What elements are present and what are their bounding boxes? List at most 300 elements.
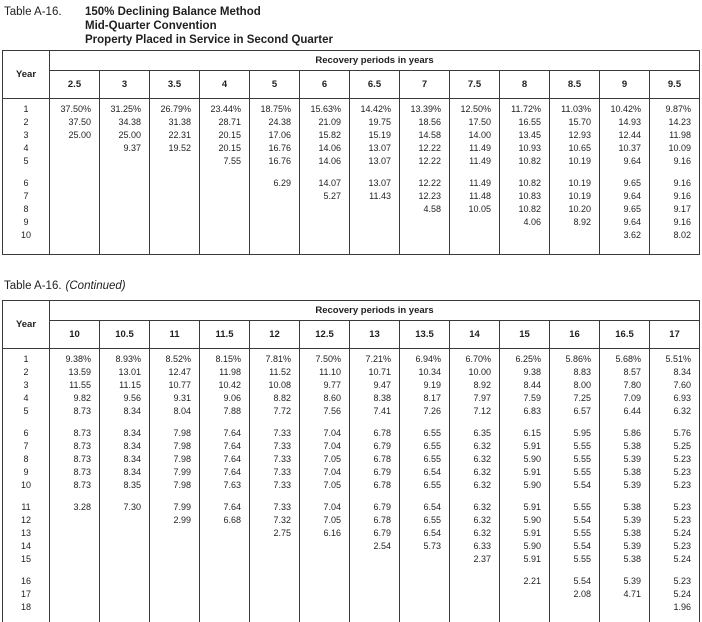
spacer-cell [200,492,250,501]
table1-label: Table A-16. [4,6,62,18]
value-cell: 16.76 [250,155,300,168]
value-cell: 2.37 [450,553,500,566]
value-cell [450,601,500,614]
spacer-cell [300,418,350,427]
value-cell: 10.42 [200,379,250,392]
value-cell: 5.23 [650,540,700,553]
table2-label: Table A-16. [4,280,62,292]
value-cell: 8.44 [500,379,550,392]
spacer-cell [300,492,350,501]
value-cell: 6.32 [650,405,700,418]
value-cell: 8.92 [550,216,600,229]
value-cell: 7.50% [300,353,350,366]
value-cell [100,601,150,614]
value-cell: 34.38 [100,116,150,129]
value-cell [400,601,450,614]
table-row [3,527,700,540]
value-cell: 14.42% [350,103,400,116]
value-cell: 9.87% [650,103,700,116]
value-cell: 5.23 [650,501,700,514]
value-cell: 19.75 [350,116,400,129]
table1-title-line-3: Property Placed in Service in Second Quarter [85,34,333,46]
value-cell: 10.34 [400,366,450,379]
value-cell [300,601,350,614]
spacer-row [3,418,700,427]
value-cell [150,155,200,168]
year-cell: 9 [3,216,50,229]
value-cell: 7.09 [600,392,650,405]
year-cell: 11 [3,501,50,514]
value-cell: 8.00 [550,379,600,392]
value-cell: 21.09 [300,116,350,129]
value-cell: 14.93 [600,116,650,129]
value-cell: 37.50 [50,116,100,129]
value-cell: 9.65 [600,177,650,190]
value-cell: 10.93 [500,142,550,155]
table-row [3,142,700,155]
value-cell: 7.33 [250,501,300,514]
spacer-cell [600,168,650,177]
value-cell: 12.23 [400,190,450,203]
value-cell: 5.54 [550,479,600,492]
value-cell: 5.24 [650,527,700,540]
value-cell: 9.38 [500,366,550,379]
table-row [3,116,700,129]
value-cell: 26.79% [150,103,200,116]
value-cell [50,575,100,588]
value-cell: 8.34 [100,427,150,440]
value-cell: 2.54 [350,540,400,553]
spacer-cell [650,418,700,427]
value-cell: 13.59 [50,366,100,379]
value-cell [50,177,100,190]
table-row [3,392,700,405]
column-header: 9.5 [650,71,700,99]
spacer-cell [150,566,200,575]
value-cell [100,177,150,190]
year-cell: 1 [3,103,50,116]
value-cell: 11.49 [450,177,500,190]
year-cell: 13 [3,527,50,540]
value-cell: 6.32 [450,479,500,492]
year-cell: 8 [3,203,50,216]
spacer-cell [3,168,50,177]
column-header: 16.5 [600,321,650,349]
value-cell: 5.55 [550,501,600,514]
value-cell: 6.78 [350,479,400,492]
value-cell: 7.21% [350,353,400,366]
value-cell: 9.06 [200,392,250,405]
recovery-periods-header: Recovery periods in years [50,51,700,71]
spacer-cell [200,242,250,255]
table-row [3,155,700,168]
spacer-cell [150,492,200,501]
value-cell [150,575,200,588]
value-cell: 7.60 [650,379,700,392]
spacer-cell [150,614,200,622]
year-cell: 5 [3,155,50,168]
value-cell [50,601,100,614]
year-cell: 6 [3,177,50,190]
column-header: 16 [550,321,600,349]
value-cell [50,229,100,242]
value-cell: 9.65 [600,203,650,216]
value-cell: 10.65 [550,142,600,155]
value-cell [400,588,450,601]
year-cell: 7 [3,190,50,203]
spacer-cell [650,566,700,575]
table-row [3,588,700,601]
value-cell: 7.98 [150,440,200,453]
value-cell [200,203,250,216]
value-cell [50,527,100,540]
value-cell: 6.78 [350,427,400,440]
table-row [3,366,700,379]
column-header: 6 [300,71,350,99]
value-cell: 7.98 [150,453,200,466]
value-cell: 7.64 [200,501,250,514]
value-cell [100,553,150,566]
value-cell [50,142,100,155]
header-row-group [3,51,700,71]
value-cell: 8.34 [100,453,150,466]
value-cell: 11.52 [250,366,300,379]
value-cell: 11.43 [350,190,400,203]
value-cell: 8.17 [400,392,450,405]
value-cell: 11.15 [100,379,150,392]
spacer-cell [450,566,500,575]
value-cell: 7.05 [300,514,350,527]
value-cell: 16.76 [250,142,300,155]
value-cell: 5.24 [650,553,700,566]
table-row [3,427,700,440]
spacer-cell [600,492,650,501]
value-cell [150,177,200,190]
value-cell: 7.05 [300,479,350,492]
spacer-cell [50,242,100,255]
value-cell: 7.64 [200,427,250,440]
value-cell [200,216,250,229]
value-cell: 7.04 [300,427,350,440]
value-cell: 7.33 [250,453,300,466]
spacer-cell [450,614,500,622]
value-cell [50,540,100,553]
value-cell: 7.59 [500,392,550,405]
spacer-cell [100,418,150,427]
value-cell: 6.54 [400,501,450,514]
recovery-periods-header: Recovery periods in years [50,301,700,321]
value-cell: 5.27 [300,190,350,203]
value-cell [250,216,300,229]
spacer-cell [100,242,150,255]
value-cell: 6.54 [400,466,450,479]
value-cell: 6.32 [450,527,500,540]
year-cell: 4 [3,392,50,405]
value-cell: 8.73 [50,440,100,453]
value-cell: 5.90 [500,540,550,553]
value-cell: 7.88 [200,405,250,418]
value-cell: 5.55 [550,553,600,566]
table-row [3,229,700,242]
table-row [3,177,700,190]
column-header: 14 [450,321,500,349]
spacer-cell [600,614,650,622]
spacer-cell [450,418,500,427]
value-cell: 7.04 [300,501,350,514]
value-cell: 5.68% [600,353,650,366]
value-cell: 13.07 [350,155,400,168]
spacer-cell [200,566,250,575]
value-cell: 25.00 [50,129,100,142]
column-header: 11.5 [200,321,250,349]
value-cell [250,229,300,242]
value-cell: 5.73 [400,540,450,553]
table-row [3,103,700,116]
column-header: 3 [100,71,150,99]
spacer-cell [3,566,50,575]
value-cell: 11.48 [450,190,500,203]
value-cell: 7.33 [250,466,300,479]
value-cell [250,540,300,553]
value-cell: 10.71 [350,366,400,379]
spacer-cell [350,242,400,255]
spacer-cell [500,566,550,575]
spacer-cell [400,492,450,501]
value-cell: 9.31 [150,392,200,405]
value-cell: 15.82 [300,129,350,142]
value-cell: 9.56 [100,392,150,405]
year-cell: 3 [3,379,50,392]
spacer-cell [3,418,50,427]
value-cell: 11.55 [50,379,100,392]
value-cell [450,216,500,229]
value-cell: 14.23 [650,116,700,129]
depreciation-table-continued [2,300,700,622]
value-cell [300,216,350,229]
spacer-cell [300,242,350,255]
value-cell [200,575,250,588]
value-cell: 8.35 [100,479,150,492]
spacer-cell [50,492,100,501]
value-cell [450,229,500,242]
value-cell: 9.16 [650,190,700,203]
value-cell: 5.23 [650,514,700,527]
spacer-cell [100,566,150,575]
value-cell [150,229,200,242]
value-cell [200,540,250,553]
value-cell [50,588,100,601]
column-header: 12 [250,321,300,349]
spacer-cell [400,418,450,427]
spacer-cell [550,614,600,622]
value-cell: 8.60 [300,392,350,405]
year-cell: 10 [3,479,50,492]
value-cell: 7.26 [400,405,450,418]
value-cell: 5.86% [550,353,600,366]
value-cell [200,527,250,540]
value-cell: 12.22 [400,142,450,155]
value-cell [200,190,250,203]
value-cell [150,203,200,216]
value-cell: 23.44% [200,103,250,116]
table1-title-block [0,0,702,47]
value-cell [100,527,150,540]
value-cell [550,601,600,614]
value-cell: 7.98 [150,427,200,440]
value-cell [350,553,400,566]
spacer-cell [500,492,550,501]
value-cell [50,155,100,168]
value-cell: 8.83 [550,366,600,379]
value-cell: 6.25% [500,353,550,366]
value-cell: 8.73 [50,453,100,466]
value-cell [500,229,550,242]
value-cell [300,229,350,242]
value-cell [200,553,250,566]
table-row [3,353,700,366]
value-cell: 12.22 [400,177,450,190]
value-cell: 9.64 [600,155,650,168]
value-cell [100,540,150,553]
spacer-cell [350,168,400,177]
value-cell [100,229,150,242]
spacer-cell [150,418,200,427]
value-cell: 4.06 [500,216,550,229]
value-cell: 8.93% [100,353,150,366]
value-cell [150,216,200,229]
spacer-cell [600,418,650,427]
value-cell [250,203,300,216]
value-cell: 5.91 [500,553,550,566]
value-cell: 7.12 [450,405,500,418]
value-cell: 5.23 [650,479,700,492]
table-row [3,575,700,588]
value-cell: 12.93 [550,129,600,142]
spacer-row [3,168,700,177]
spacer-cell [450,242,500,255]
value-cell: 6.79 [350,466,400,479]
value-cell: 6.68 [200,514,250,527]
value-cell [400,229,450,242]
value-cell: 9.17 [650,203,700,216]
spacer-cell [350,418,400,427]
value-cell [150,540,200,553]
value-cell [100,575,150,588]
value-cell: 20.15 [200,142,250,155]
value-cell: 7.04 [300,466,350,479]
column-header: 12.5 [300,321,350,349]
column-header: 3.5 [150,71,200,99]
spacer-cell [200,168,250,177]
spacer-cell [3,242,50,255]
value-cell: 7.99 [150,466,200,479]
column-header: 10.5 [100,321,150,349]
value-cell: 7.63 [200,479,250,492]
column-header: 11 [150,321,200,349]
spacer-cell [500,168,550,177]
value-cell [400,553,450,566]
spacer-cell [350,614,400,622]
value-cell [200,177,250,190]
value-cell: 5.90 [500,453,550,466]
value-cell: 9.16 [650,155,700,168]
value-cell: 6.79 [350,440,400,453]
value-cell: 8.73 [50,405,100,418]
year-header: Year [3,301,50,349]
spacer-cell [450,168,500,177]
value-cell: 15.70 [550,116,600,129]
value-cell: 5.39 [600,514,650,527]
value-cell [500,588,550,601]
value-cell: 14.58 [400,129,450,142]
value-cell: 6.79 [350,501,400,514]
value-cell [300,203,350,216]
value-cell: 5.91 [500,466,550,479]
spacer-cell [650,492,700,501]
value-cell [600,601,650,614]
value-cell: 7.64 [200,440,250,453]
value-cell: 11.49 [450,155,500,168]
value-cell: 8.57 [600,366,650,379]
value-cell: 11.03% [550,103,600,116]
value-cell: 6.32 [450,514,500,527]
value-cell [350,229,400,242]
value-cell [250,588,300,601]
section-gap [0,255,702,279]
spacer-cell [250,168,300,177]
table-row [3,216,700,229]
spacer-cell [50,614,100,622]
value-cell: 8.38 [350,392,400,405]
spacer-cell [150,168,200,177]
spacer-cell [200,418,250,427]
spacer-cell [550,418,600,427]
value-cell: 5.51% [650,353,700,366]
value-cell: 10.20 [550,203,600,216]
value-cell: 9.19 [400,379,450,392]
spacer-cell [550,566,600,575]
spacer-cell [250,492,300,501]
value-cell: 5.90 [500,514,550,527]
value-cell: 8.15% [200,353,250,366]
value-cell [250,575,300,588]
value-cell [350,575,400,588]
value-cell: 7.98 [150,479,200,492]
column-header: 10 [50,321,100,349]
value-cell: 14.07 [300,177,350,190]
value-cell: 7.99 [150,501,200,514]
value-cell: 9.64 [600,216,650,229]
value-cell: 7.72 [250,405,300,418]
value-cell: 20.15 [200,129,250,142]
spacer-cell [400,168,450,177]
column-header: 7.5 [450,71,500,99]
column-header: 9 [600,71,650,99]
value-cell: 10.42% [600,103,650,116]
value-cell: 6.93 [650,392,700,405]
value-cell: 10.82 [500,203,550,216]
spacer-cell [50,418,100,427]
column-header: 15 [500,321,550,349]
value-cell: 6.32 [450,466,500,479]
value-cell [100,588,150,601]
value-cell [150,190,200,203]
value-cell: 7.81% [250,353,300,366]
year-cell: 6 [3,427,50,440]
value-cell: 9.47 [350,379,400,392]
column-header: 13 [350,321,400,349]
value-cell: 6.78 [350,514,400,527]
